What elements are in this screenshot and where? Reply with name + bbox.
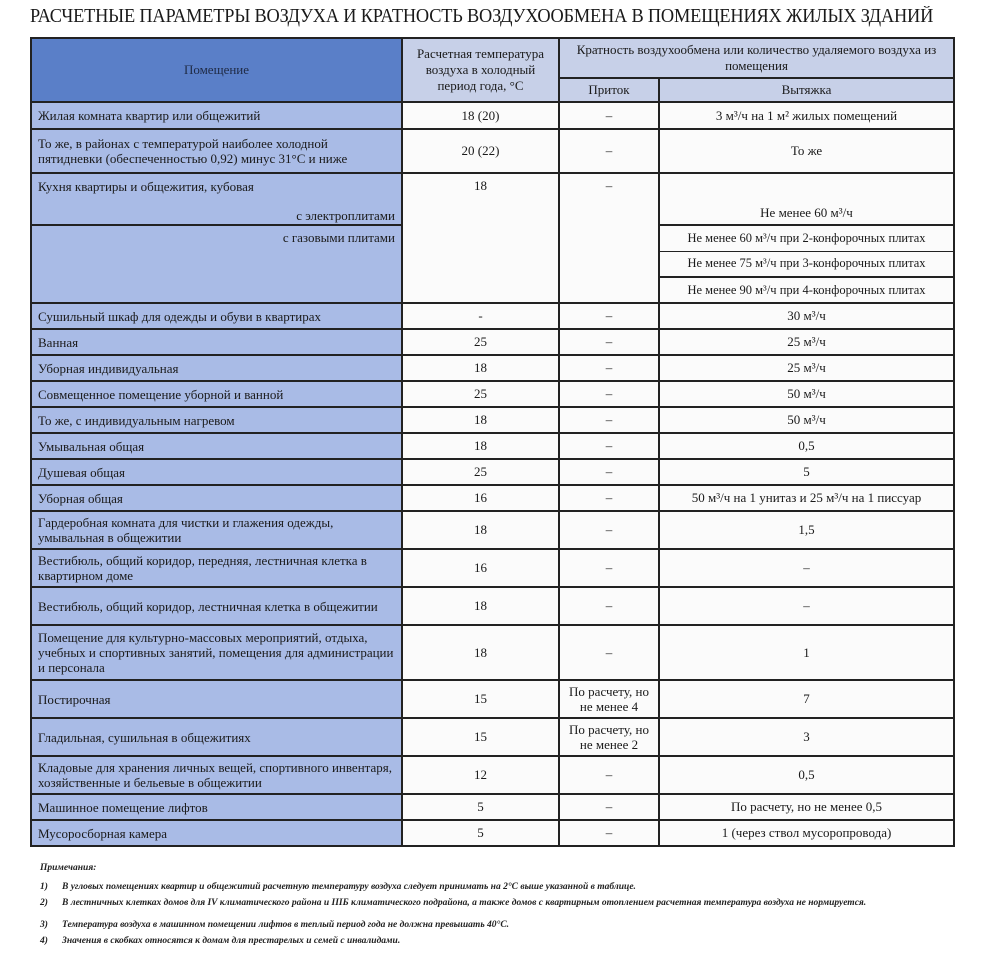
supply: – xyxy=(559,355,659,381)
exhaust: 50 м³/ч xyxy=(659,381,954,407)
table-row xyxy=(31,511,954,549)
header-air-exchange: Кратность воздухообмена или количество удаляемого воздуха из помещения xyxy=(559,38,954,78)
exhaust: 25 м³/ч xyxy=(659,355,954,381)
exhaust: 5 xyxy=(659,459,954,485)
note-item xyxy=(40,935,960,947)
exhaust-gas-3: Не менее 75 м³/ч при 3-конфорочных плитах xyxy=(659,251,954,277)
temperature: 15 xyxy=(402,680,559,718)
table-row xyxy=(31,820,954,846)
room-name: Совмещенное помещение уборной и ванной xyxy=(31,381,402,407)
table-row xyxy=(31,303,954,329)
supply: – xyxy=(559,625,659,680)
sub-electric: с электроплитами xyxy=(296,208,395,223)
exhaust: – xyxy=(659,549,954,587)
note-number: 4) xyxy=(40,936,48,946)
temperature: - xyxy=(402,303,559,329)
temperature: 18 xyxy=(402,433,559,459)
room-name-kitchen: Кухня квартиры и общежития, кубовая xyxy=(38,179,254,194)
supply: – xyxy=(559,459,659,485)
room-name: Ванная xyxy=(31,329,402,355)
note-text: В угловых помещениях квартир и общежитий расчетную температуру воздуха следует принимать на 2°С выше указанной в таблице. xyxy=(62,882,636,892)
table-row xyxy=(31,587,954,625)
temperature: 5 xyxy=(402,794,559,820)
ventilation-table xyxy=(30,37,955,847)
exhaust: 1 (через ствол мусоропровода) xyxy=(659,820,954,846)
temperature: 25 xyxy=(402,329,559,355)
notes-section xyxy=(40,863,960,951)
supply: – xyxy=(559,381,659,407)
table-row xyxy=(31,355,954,381)
temperature: 20 (22) xyxy=(402,129,559,173)
supply: – xyxy=(559,549,659,587)
temperature: 18 xyxy=(402,511,559,549)
temperature: 25 xyxy=(402,381,559,407)
room-name: Уборная индивидуальная xyxy=(31,355,402,381)
exhaust: 1 xyxy=(659,625,954,680)
note-text: В лестничных клетках домов для IV климатического района и IIIБ климатического подрайона, а также домов с квартирным отоплением расчетная температура воздуха не нормируется. xyxy=(62,898,867,908)
exhaust: 30 м³/ч xyxy=(659,303,954,329)
table-row xyxy=(31,485,954,511)
supply: – xyxy=(559,820,659,846)
table-row xyxy=(31,756,954,794)
room-name: Машинное помещение лифтов xyxy=(31,794,402,820)
table-row xyxy=(31,407,954,433)
room-name: Помещение для культурно-массовых мероприятий, отдыха, учебных и спортивных занятий, помещения для администрации и персонала xyxy=(31,625,402,680)
room-name: Уборная общая xyxy=(31,485,402,511)
exhaust-electric: Не менее 60 м³/ч xyxy=(659,173,954,225)
note-text: Значения в скобках относятся к домам для престарелых и семей с инвалидами. xyxy=(62,936,401,946)
exhaust-gas-2: Не менее 60 м³/ч при 2-конфорочных плитах xyxy=(659,225,954,251)
room-name: Мусоросборная камера xyxy=(31,820,402,846)
temperature: 25 xyxy=(402,459,559,485)
table-row xyxy=(31,433,954,459)
exhaust: 25 м³/ч xyxy=(659,329,954,355)
supply: – xyxy=(559,129,659,173)
supply: – xyxy=(559,587,659,625)
exhaust: 3 м³/ч на 1 м² жилых помещений xyxy=(659,102,954,129)
temperature: 18 (20) xyxy=(402,102,559,129)
temperature: 12 xyxy=(402,756,559,794)
room-name: Душевая общая xyxy=(31,459,402,485)
room-name: Вестибюль, общий коридор, передняя, лестничная клетка в квартирном доме xyxy=(31,549,402,587)
room-name: Гардеробная комната для чистки и глажения одежды, умывальная в общежитии xyxy=(31,511,402,549)
table-row xyxy=(31,549,954,587)
supply: – xyxy=(559,794,659,820)
exhaust: 0,5 xyxy=(659,433,954,459)
temperature: 18 xyxy=(402,407,559,433)
supply: По расчету, но не менее 4 xyxy=(559,680,659,718)
room-name: То же, в районах с температурой наиболее холодной пятидневки (обеспеченностью 0,92) минус 31°С и ниже xyxy=(31,129,402,173)
exhaust: По расчету, но не менее 0,5 xyxy=(659,794,954,820)
exhaust: 50 м³/ч xyxy=(659,407,954,433)
temperature: 18 xyxy=(402,587,559,625)
table-row xyxy=(31,129,954,173)
exhaust: 7 xyxy=(659,680,954,718)
room-name: Умывальная общая xyxy=(31,433,402,459)
supply: – xyxy=(559,102,659,129)
header-exhaust: Вытяжка xyxy=(659,78,954,102)
note-number: 1) xyxy=(40,882,48,892)
temperature: 18 xyxy=(402,173,559,303)
room-name: Постирочная xyxy=(31,680,402,718)
exhaust: 0,5 xyxy=(659,756,954,794)
page-title: РАСЧЕТНЫЕ ПАРАМЕТРЫ ВОЗДУХА И КРАТНОСТЬ ВОЗДУХООБМЕНА В ПОМЕЩЕНИЯХ ЖИЛЫХ ЗДАНИЙ xyxy=(30,6,934,27)
table-row xyxy=(31,173,954,225)
table-row xyxy=(31,625,954,680)
header-temperature: Расчетная температура воздуха в холодный период года, °С xyxy=(402,38,559,102)
supply: – xyxy=(559,303,659,329)
table-row xyxy=(31,718,954,756)
table-row xyxy=(31,680,954,718)
note-item xyxy=(40,897,960,909)
header-supply: Приток xyxy=(559,78,659,102)
note-text: Температура воздуха в машинном помещении лифтов в теплый период года не должна превышать 40°С. xyxy=(62,920,510,930)
room-name: Жилая комната квартир или общежитий xyxy=(31,102,402,129)
room-name: Гладильная, сушильная в общежитиях xyxy=(31,718,402,756)
table-row xyxy=(31,794,954,820)
notes-heading: Примечания: xyxy=(40,863,97,873)
exhaust: – xyxy=(659,587,954,625)
note-number: 3) xyxy=(40,920,48,930)
temperature: 18 xyxy=(402,355,559,381)
temperature: 16 xyxy=(402,549,559,587)
header-room: Помещение xyxy=(31,38,402,102)
sub-gas: с газовыми плитами xyxy=(31,225,402,303)
exhaust: То же xyxy=(659,129,954,173)
exhaust: 3 xyxy=(659,718,954,756)
exhaust-gas-4: Не менее 90 м³/ч при 4-конфорочных плитах xyxy=(659,277,954,303)
note-item xyxy=(40,919,960,931)
table-row xyxy=(31,329,954,355)
table-row xyxy=(31,381,954,407)
exhaust: 1,5 xyxy=(659,511,954,549)
supply: – xyxy=(559,173,659,303)
supply: – xyxy=(559,329,659,355)
supply: – xyxy=(559,407,659,433)
supply: По расчету, но не менее 2 xyxy=(559,718,659,756)
room-name: То же, с индивидуальным нагревом xyxy=(31,407,402,433)
temperature: 18 xyxy=(402,625,559,680)
supply: – xyxy=(559,756,659,794)
exhaust: 50 м³/ч на 1 унитаз и 25 м³/ч на 1 писсуар xyxy=(659,485,954,511)
temperature: 16 xyxy=(402,485,559,511)
temperature: 15 xyxy=(402,718,559,756)
note-item xyxy=(40,881,960,893)
supply: – xyxy=(559,511,659,549)
room-name xyxy=(31,173,402,225)
room-name: Вестибюль, общий коридор, лестничная клетка в общежитии xyxy=(31,587,402,625)
table-row xyxy=(31,102,954,129)
note-number: 2) xyxy=(40,898,48,908)
room-name: Сушильный шкаф для одежды и обуви в квартирах xyxy=(31,303,402,329)
table-row xyxy=(31,459,954,485)
temperature: 5 xyxy=(402,820,559,846)
room-name: Кладовые для хранения личных вещей, спортивного инвентаря, хозяйственные и бельевые в общежитии xyxy=(31,756,402,794)
supply: – xyxy=(559,433,659,459)
supply: – xyxy=(559,485,659,511)
